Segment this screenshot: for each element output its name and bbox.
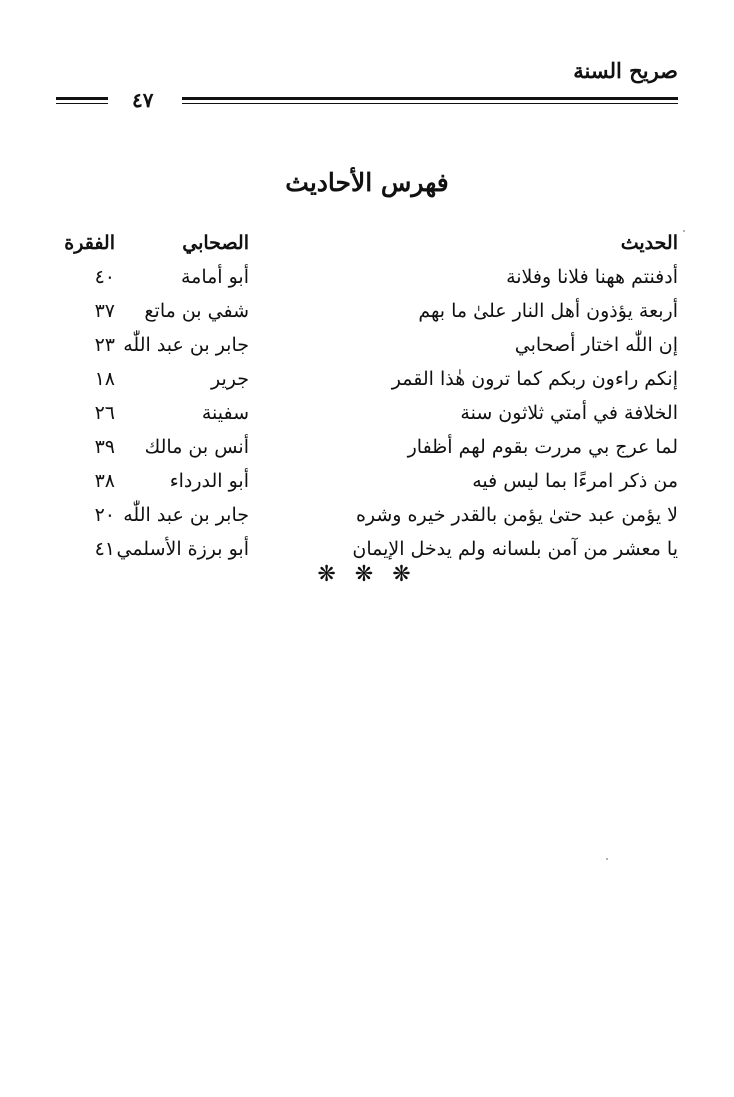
hadith-text: من ذكر امرءًا بما ليس فيه <box>472 470 678 492</box>
table-row <box>0 396 734 430</box>
table-row <box>0 294 734 328</box>
header-rule-long <box>182 97 678 100</box>
table-row <box>0 260 734 294</box>
column-header-narrator: الصحابي <box>182 232 249 254</box>
narrator-name: شفي بن ماتع <box>144 300 249 322</box>
table-header-row <box>0 226 734 260</box>
narrator-name: جرير <box>211 368 249 390</box>
table-row <box>0 498 734 532</box>
hadith-text: إن اللّٰه اختار أصحابي <box>514 334 678 356</box>
table-row <box>0 464 734 498</box>
table-row <box>0 532 734 566</box>
hadith-index-table <box>0 226 734 566</box>
hadith-text: لا يؤمن عبد حتىٰ يؤمن بالقدر خيره وشره <box>355 504 678 526</box>
narrator-name: أبو برزة الأسلمي <box>116 538 249 560</box>
hadith-text: الخلافة في أمتي ثلاثون سنة <box>460 402 678 424</box>
section-end-asterisks: ❋ ❋ ❋ <box>317 562 417 587</box>
column-header-paragraph: الفقرة <box>64 232 115 254</box>
paragraph-number: ٤١ <box>94 538 115 560</box>
paragraph-number: ١٨ <box>94 368 115 390</box>
narrator-name: أبو أمامة <box>180 266 249 288</box>
header-rule-short <box>56 97 108 100</box>
hadith-text: يا معشر من آمن بلسانه ولم يدخل الإيمان <box>352 538 678 560</box>
scan-speck <box>606 858 608 860</box>
paragraph-number: ٢٦ <box>94 402 115 424</box>
paragraph-number: ٤٠ <box>94 266 115 288</box>
scan-speck <box>683 230 685 232</box>
header-rule-long-thin <box>182 103 678 104</box>
page-number: ٤٧ <box>132 88 154 112</box>
index-title: فهرس الأحاديث <box>285 168 449 197</box>
table-row <box>0 328 734 362</box>
header-rule-short-thin <box>56 103 108 104</box>
paragraph-number: ٣٨ <box>94 470 115 492</box>
paragraph-number: ٣٩ <box>94 436 115 458</box>
narrator-name: جابر بن عبد اللّٰه <box>123 334 249 356</box>
paragraph-number: ٢٣ <box>94 334 115 356</box>
paragraph-number: ٣٧ <box>94 300 115 322</box>
table-row <box>0 430 734 464</box>
paragraph-number: ٢٠ <box>94 504 115 526</box>
narrator-name: أبو الدرداء <box>169 470 249 492</box>
hadith-text: لما عرج بي مررت بقوم لهم أظفار <box>407 436 678 458</box>
hadith-text: أدفنتم ههنا فلانا وفلانة <box>506 266 678 288</box>
narrator-name: سفينة <box>201 402 249 424</box>
running-header-title: صريح السنة <box>573 58 678 83</box>
table-row <box>0 362 734 396</box>
column-header-hadith: الحديث <box>620 232 678 254</box>
hadith-text: أربعة يؤذون أهل النار علىٰ ما بهم <box>418 300 678 322</box>
hadith-text: إنكم راءون ربكم كما ترون هٰذا القمر <box>391 368 678 390</box>
narrator-name: أنس بن مالك <box>144 436 249 458</box>
narrator-name: جابر بن عبد اللّٰه <box>123 504 249 526</box>
